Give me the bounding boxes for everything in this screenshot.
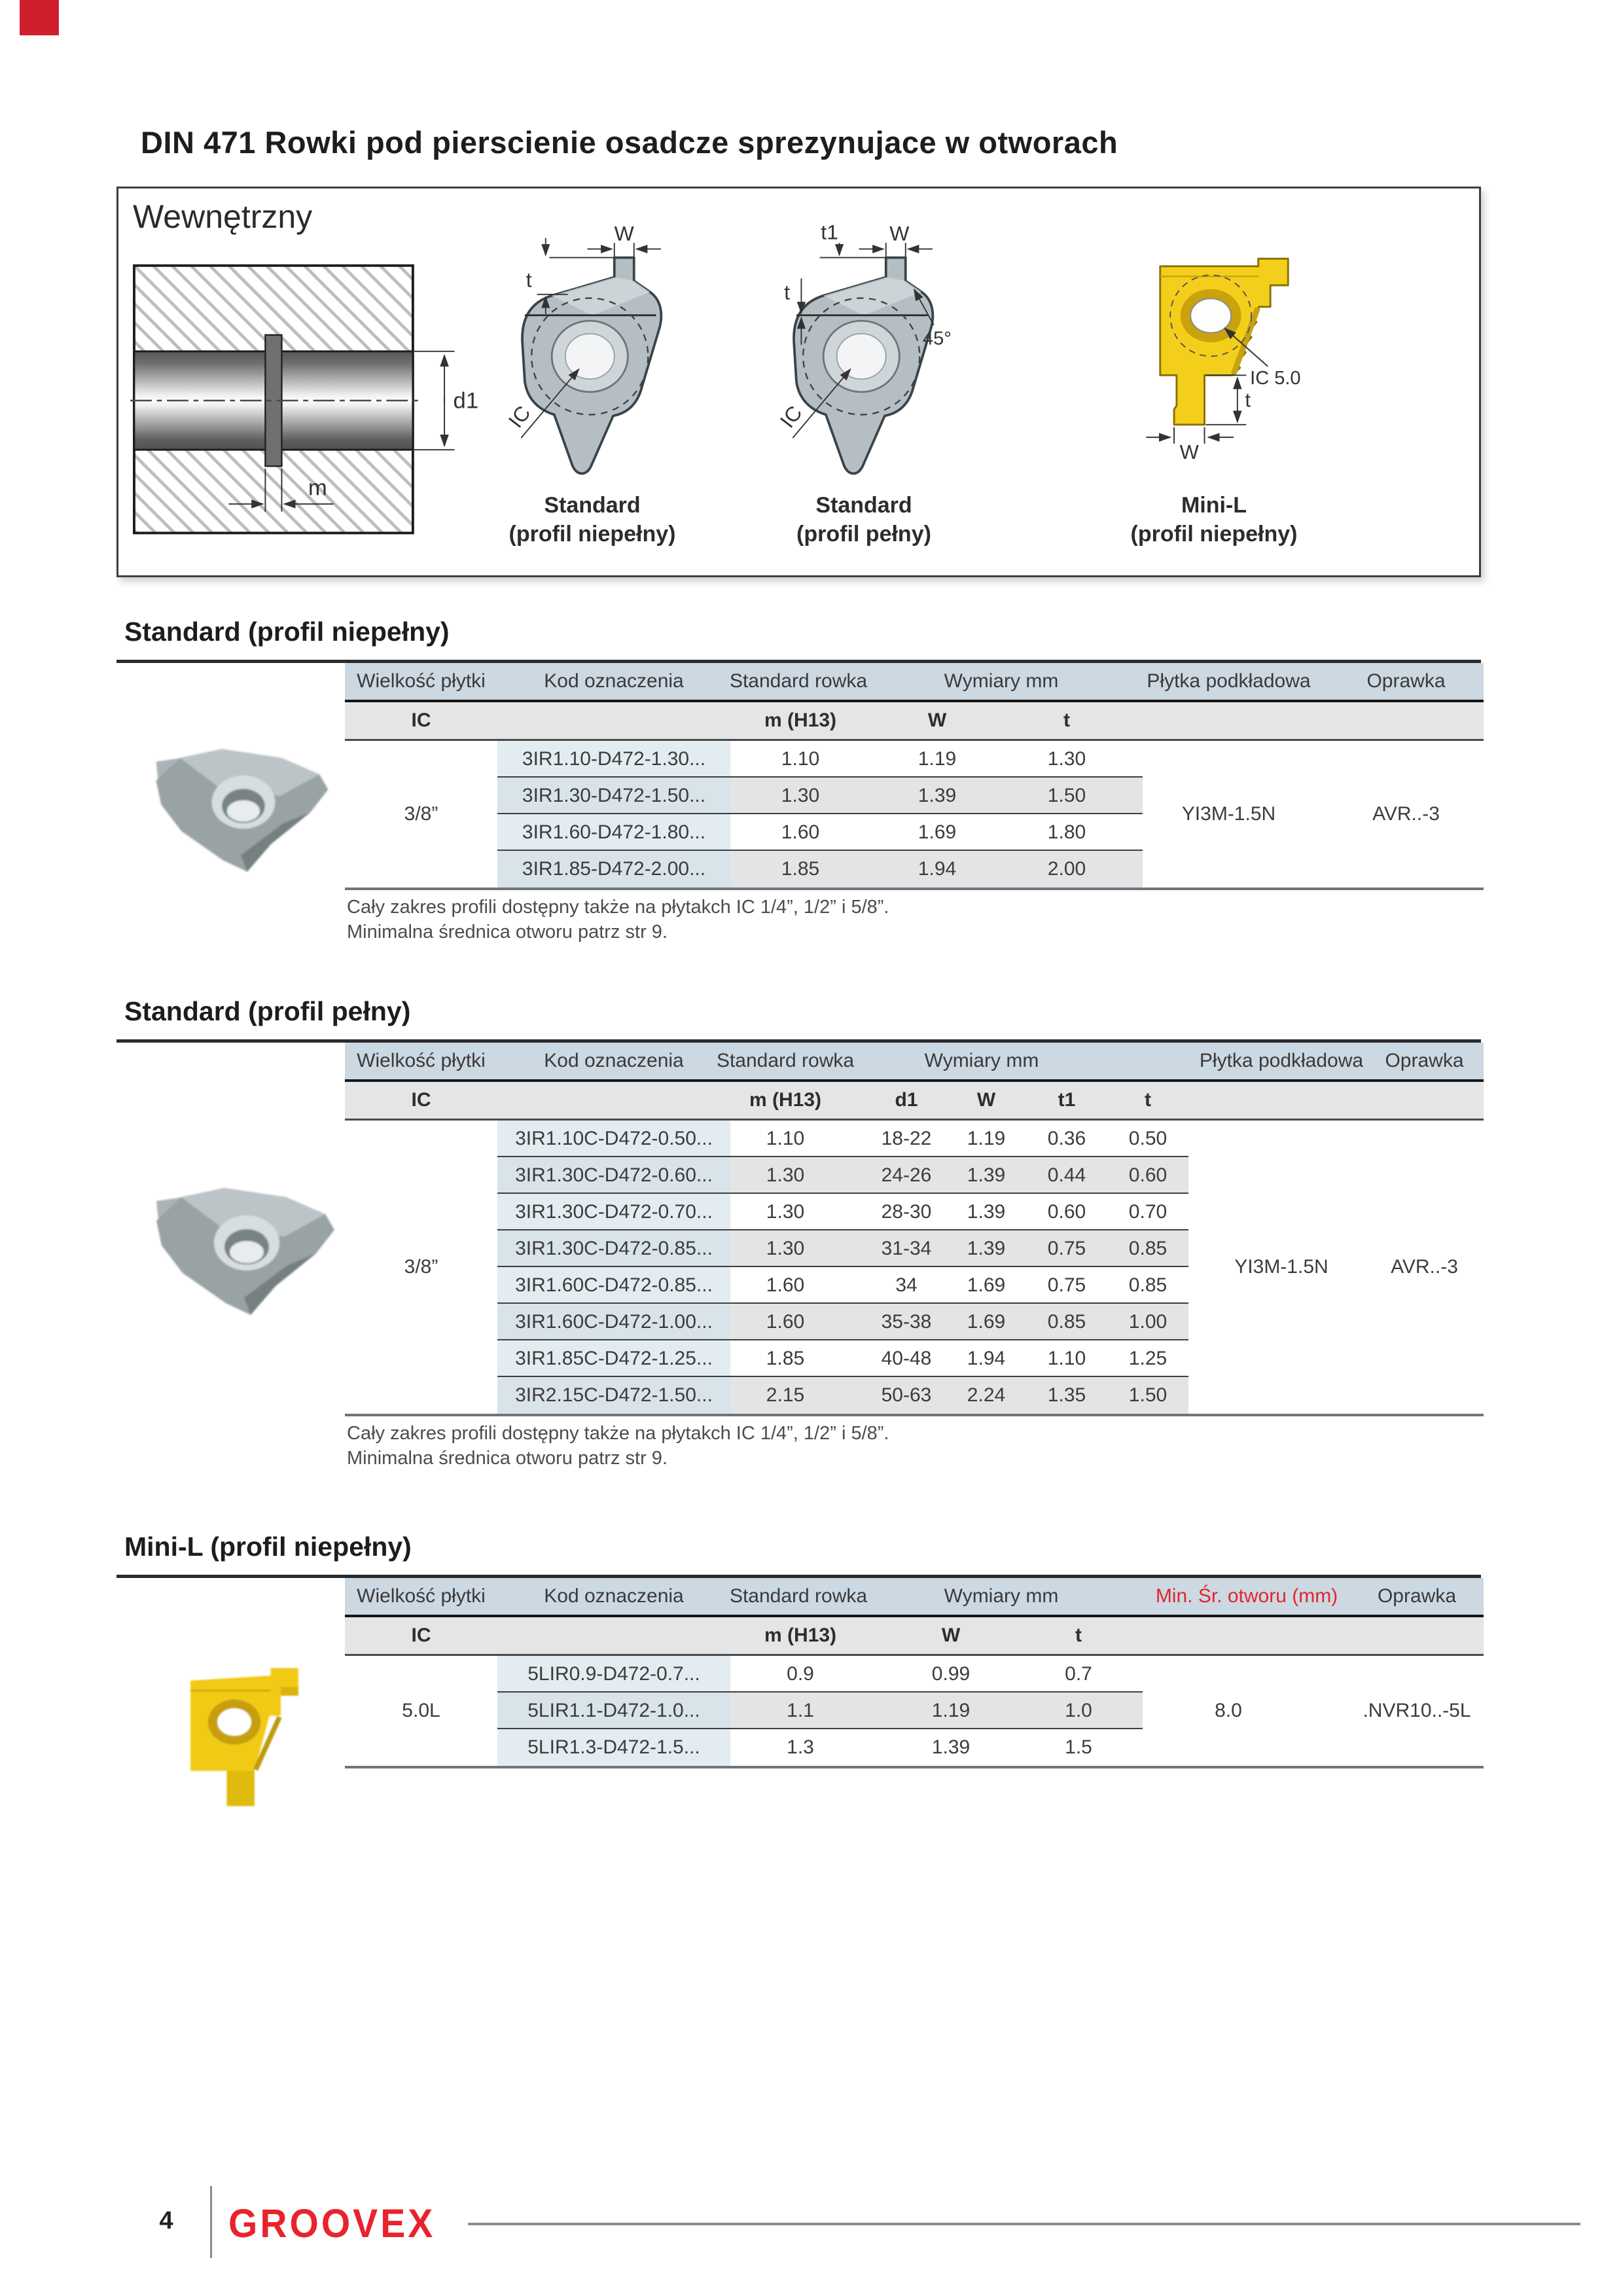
col-header-standard-rowka: Standard rowka xyxy=(716,1050,855,1071)
table-cell-value: 1.30 xyxy=(1047,748,1086,770)
col-header-oprawka: Oprawka xyxy=(1377,1585,1457,1607)
dim-label-m: m xyxy=(308,475,327,501)
brand-logo: GROOVEX xyxy=(228,2201,436,2247)
table-cell-value: 1.19 xyxy=(918,748,957,770)
table-cell-value: 2.00 xyxy=(1047,858,1086,880)
diagram-panel xyxy=(116,187,1481,577)
dim-label-t: t xyxy=(1245,388,1251,412)
subcol-m: m (H13) xyxy=(749,1089,822,1111)
table-cell-code: 3IR1.60C-D472-0.85... xyxy=(515,1274,713,1296)
page-number: 4 xyxy=(159,2207,173,2234)
subcol-ic: IC xyxy=(411,1089,431,1111)
subcol-m: m (H13) xyxy=(764,709,837,731)
col-header-wielkosc: Wielkość płytki xyxy=(357,670,486,692)
subcol-t: t xyxy=(1145,1089,1151,1111)
table-note: Minimalna średnica otworu patrz str 9. xyxy=(347,1448,668,1469)
table-bottom-rule xyxy=(345,888,1484,890)
table-cell-code: 3IR1.30-D472-1.50... xyxy=(522,785,706,806)
dim-label-ic5: IC 5.0 xyxy=(1250,367,1301,389)
table-cell-code: 5LIR0.9-D472-0.7... xyxy=(527,1663,700,1685)
dim-label-t1: t1 xyxy=(821,224,838,244)
caption-line: Standard xyxy=(544,493,641,518)
col-header-kod: Kod oznaczenia xyxy=(544,670,684,692)
table-cell-value: 1.94 xyxy=(967,1348,1006,1369)
table-cell-value: 1.10 xyxy=(766,1128,805,1149)
table-cell-code: 5LIR1.1-D472-1.0... xyxy=(527,1700,700,1721)
table-bottom-rule xyxy=(345,1414,1484,1416)
table-cell-code: 3IR1.10-D472-1.30... xyxy=(522,748,706,770)
dim-label-ic: IC xyxy=(775,401,807,433)
corner-tab xyxy=(20,0,59,35)
subcol-t1: t1 xyxy=(1058,1089,1076,1111)
col-header-standard-rowka: Standard rowka xyxy=(729,670,868,692)
caption-line: (profil pełny) xyxy=(796,522,931,547)
subcol-ic: IC xyxy=(411,1624,431,1646)
col-header-min-bore: Min. Śr. otworu (mm) xyxy=(1155,1585,1338,1607)
col-header-wielkosc: Wielkość płytki xyxy=(357,1050,486,1071)
subcol-t: t xyxy=(1063,709,1070,731)
table-cell-value: 1.69 xyxy=(967,1311,1006,1333)
dim-label-w: W xyxy=(889,224,910,245)
table-cell-value: 28-30 xyxy=(881,1201,932,1223)
shaft-groove-diagram xyxy=(130,262,484,539)
subcol-w: W xyxy=(976,1089,996,1111)
table-cell-value: 1.50 xyxy=(1047,785,1086,806)
table-note: Cały zakres profili dostępny także na płytakch IC 1/4”, 1/2” i 5/8”. xyxy=(347,897,889,918)
col-header-wymiary: Wymiary mm xyxy=(944,670,1059,692)
cell-plate: YI3M-1.5N xyxy=(1181,803,1276,825)
subcol-d1: d1 xyxy=(895,1089,918,1111)
caption-line: Mini-L xyxy=(1181,493,1247,518)
table-cell-value: 1.85 xyxy=(766,1348,805,1369)
caption-line: (profil niepełny) xyxy=(508,522,676,547)
cell-ic-value: 3/8” xyxy=(404,1256,438,1278)
col-header-standard-rowka: Standard rowka xyxy=(729,1585,868,1607)
table-cell-value: 0.60 xyxy=(1047,1201,1086,1223)
section-heading-mini-l: Mini-L (profil niepełny) xyxy=(124,1532,412,1562)
caption-standard-full xyxy=(720,491,1008,548)
table-cell-value: 0.60 xyxy=(1128,1164,1168,1186)
table-cell-value: 1.50 xyxy=(1128,1384,1168,1406)
table-cell-value: 1.3 xyxy=(787,1736,814,1758)
table-cell-value: 2.24 xyxy=(967,1384,1006,1406)
table-cell-value: 0.9 xyxy=(787,1663,814,1685)
page-title: DIN 471 Rowki pod pierscienie osadcze sprezynujace w otworach xyxy=(141,125,1118,160)
table-cell-value: 0.70 xyxy=(1128,1201,1168,1223)
table-cell-value: 1.19 xyxy=(967,1128,1006,1149)
table-cell-value: 1.39 xyxy=(918,785,957,806)
table-cell-value: 0.85 xyxy=(1047,1311,1086,1333)
table-cell-value: 1.60 xyxy=(781,821,820,843)
section-heading-standard-full: Standard (profil pełny) xyxy=(124,996,411,1026)
col-header-plytka: Płytka podkładowa xyxy=(1147,670,1311,692)
caption-line: Standard xyxy=(815,493,912,518)
caption-line: (profil niepełny) xyxy=(1130,522,1298,547)
table-cell-code: 3IR1.85-D472-2.00... xyxy=(522,858,706,880)
subcol-m: m (H13) xyxy=(764,1624,837,1646)
cell-ic-value: 5.0L xyxy=(402,1700,440,1721)
table-cell-value: 0.99 xyxy=(931,1663,971,1685)
cell-holder: AVR..-3 xyxy=(1372,803,1440,825)
table-cell-value: 0.44 xyxy=(1047,1164,1086,1186)
subcol-t: t xyxy=(1075,1624,1082,1646)
table-cell-value: 1.30 xyxy=(766,1238,805,1259)
table-cell-value: 1.25 xyxy=(1128,1348,1168,1369)
table-cell-value: 1.39 xyxy=(967,1238,1006,1259)
table-cell-value: 1.1 xyxy=(787,1700,814,1721)
dim-label-t: t xyxy=(784,280,791,304)
table-cell-value: 0.85 xyxy=(1128,1238,1168,1259)
caption-mini-l xyxy=(1070,491,1358,548)
table-cell-value: 0.36 xyxy=(1047,1128,1086,1149)
table-cell-code: 3IR1.30C-D472-0.85... xyxy=(515,1238,713,1259)
col-header-kod: Kod oznaczenia xyxy=(544,1050,684,1071)
table-note: Minimalna średnica otworu patrz str 9. xyxy=(347,922,668,942)
table-cell-value: 0.85 xyxy=(1128,1274,1168,1296)
panel-heading: Wewnętrzny xyxy=(133,198,313,235)
col-header-plytka: Płytka podkładowa xyxy=(1199,1050,1364,1071)
col-header-oprawka: Oprawka xyxy=(1385,1050,1464,1071)
table-cell-value: 1.80 xyxy=(1047,821,1086,843)
col-header-wielkosc: Wielkość płytki xyxy=(357,1585,486,1607)
table-cell-value: 2.15 xyxy=(766,1384,805,1406)
table-cell-value: 40-48 xyxy=(881,1348,932,1369)
table-cell-value: 1.69 xyxy=(918,821,957,843)
cell-min-bore: 8.0 xyxy=(1215,1700,1242,1721)
dim-label-d1: d1 xyxy=(453,388,479,414)
table-cell-value: 35-38 xyxy=(881,1311,932,1333)
section-heading-standard-partial: Standard (profil niepełny) xyxy=(124,617,450,647)
insert-standard-partial-diagram xyxy=(494,224,690,488)
dim-label-w: W xyxy=(614,224,634,245)
dim-label-t: t xyxy=(526,268,532,292)
table-cell-value: 1.19 xyxy=(931,1700,971,1721)
table-cell-value: 1.60 xyxy=(766,1274,805,1296)
table-cell-code: 3IR2.15C-D472-1.50... xyxy=(515,1384,713,1406)
col-header-kod: Kod oznaczenia xyxy=(544,1585,684,1607)
table-cell-value: 31-34 xyxy=(881,1238,932,1259)
dim-label-angle: 45° xyxy=(922,328,952,350)
table-cell-value: 1.39 xyxy=(931,1736,971,1758)
insert-photo-standard xyxy=(147,736,337,888)
insert-photo-standard-full xyxy=(147,1175,344,1332)
table-cell-value: 1.35 xyxy=(1047,1384,1086,1406)
caption-standard-partial xyxy=(448,491,736,548)
col-header-wymiary: Wymiary mm xyxy=(944,1585,1059,1607)
table-cell-value: 0.50 xyxy=(1128,1128,1168,1149)
table-cell-value: 1.30 xyxy=(766,1164,805,1186)
insert-photo-mini-l xyxy=(160,1659,311,1816)
table-cell-value: 34 xyxy=(895,1274,918,1296)
cell-holder: .NVR10..-5L xyxy=(1363,1700,1471,1721)
table-cell-code: 3IR1.60-D472-1.80... xyxy=(522,821,706,843)
table-cell-value: 18-22 xyxy=(881,1128,932,1149)
cell-ic-value: 3/8” xyxy=(404,803,438,825)
footer-divider xyxy=(210,2186,212,2258)
table-cell-value: 24-26 xyxy=(881,1164,932,1186)
table-cell-value: 0.75 xyxy=(1047,1238,1086,1259)
table-cell-value: 1.5 xyxy=(1065,1736,1092,1758)
table-cell-code: 3IR1.60C-D472-1.00... xyxy=(515,1311,713,1333)
table-cell-value: 1.30 xyxy=(781,785,820,806)
col-header-wymiary: Wymiary mm xyxy=(924,1050,1039,1071)
table-cell-value: 1.00 xyxy=(1128,1311,1168,1333)
table-cell-value: 1.39 xyxy=(967,1201,1006,1223)
table-cell-code: 3IR1.30C-D472-0.60... xyxy=(515,1164,713,1186)
dim-label-ic: IC xyxy=(503,401,535,433)
table-cell-value: 1.10 xyxy=(1047,1348,1086,1369)
table-cell-value: 1.85 xyxy=(781,858,820,880)
table-bottom-rule xyxy=(345,1766,1484,1768)
subcol-w: W xyxy=(941,1624,961,1646)
cell-holder: AVR..-3 xyxy=(1391,1256,1458,1278)
dim-label-w: W xyxy=(1179,440,1199,463)
table-cell-value: 1.60 xyxy=(766,1311,805,1333)
table-cell-code: 5LIR1.3-D472-1.5... xyxy=(527,1736,700,1758)
table-cell-value: 1.30 xyxy=(766,1201,805,1223)
table-cell-value: 1.39 xyxy=(967,1164,1006,1186)
table-cell-value: 50-63 xyxy=(881,1384,932,1406)
subcol-w: W xyxy=(927,709,947,731)
subcol-ic: IC xyxy=(411,709,431,731)
table-cell-value: 1.94 xyxy=(918,858,957,880)
insert-mini-l-diagram xyxy=(1116,241,1312,463)
table-cell-value: 0.7 xyxy=(1065,1663,1092,1685)
table-cell-code: 3IR1.85C-D472-1.25... xyxy=(515,1348,713,1369)
table-cell-value: 1.10 xyxy=(781,748,820,770)
cell-plate: YI3M-1.5N xyxy=(1234,1256,1329,1278)
table-cell-code: 3IR1.10C-D472-0.50... xyxy=(515,1128,713,1149)
table-note: Cały zakres profili dostępny także na płytakch IC 1/4”, 1/2” i 5/8”. xyxy=(347,1423,889,1444)
col-header-oprawka: Oprawka xyxy=(1366,670,1446,692)
insert-standard-full-diagram xyxy=(766,224,962,488)
footer-rule xyxy=(468,2223,1580,2225)
table-cell-code: 3IR1.30C-D472-0.70... xyxy=(515,1201,713,1223)
table-cell-value: 1.69 xyxy=(967,1274,1006,1296)
table-cell-value: 0.75 xyxy=(1047,1274,1086,1296)
table-cell-value: 1.0 xyxy=(1065,1700,1092,1721)
